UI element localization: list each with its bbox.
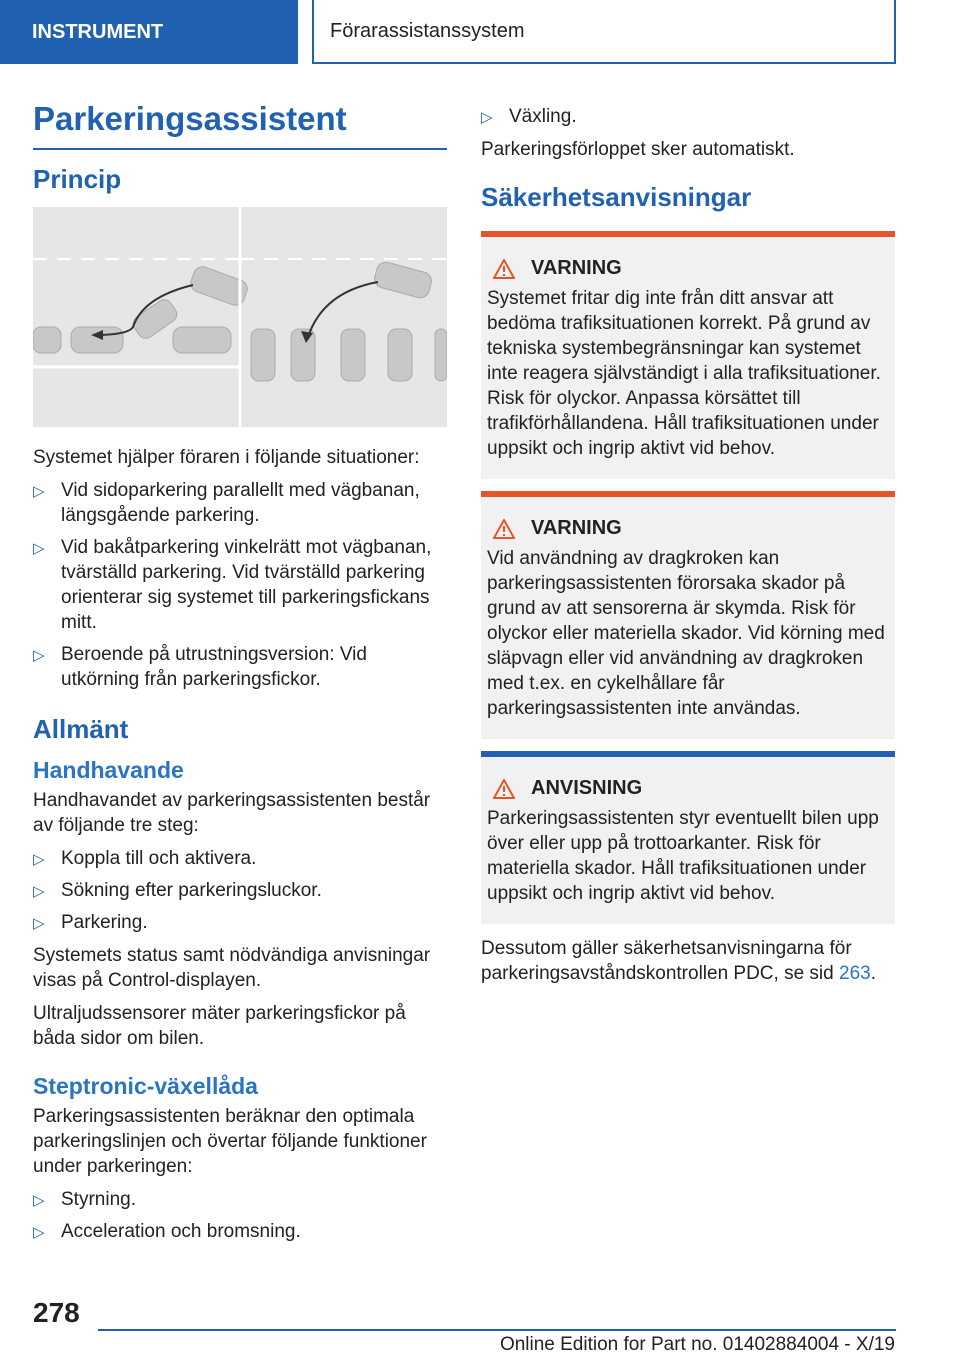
triangle-bullet-icon: ▷ xyxy=(33,483,45,500)
list-item: ▷ Vid sidoparkering parallellt med vägbanan, längsgående parkering. xyxy=(33,480,420,526)
chapter-label: INSTRUMENT xyxy=(32,20,164,43)
parking-illustration xyxy=(33,207,447,427)
list-item: ▷ Styrning. xyxy=(33,1187,447,1212)
list-item: ▷ Acceleration och bromsning. xyxy=(33,1219,447,1244)
functions-list xyxy=(33,1187,447,1244)
notice-header xyxy=(487,257,887,280)
notice-text: Vid användning av dragkroken kan parkeringsassistenten förorsaka skador på grund av att sensorerna är skymda. Risk för olyckor eller materiella skador. Vid körning med släpvagn eller vid användning av dragkroken med t.ex. en cykelhållare får parkeringsassistenten inte användas. xyxy=(487,548,885,719)
operation-text: Handhavandet av parkeringsassistenten består av följande tre steg: xyxy=(33,790,431,836)
triangle-bullet-icon: ▷ xyxy=(33,540,45,557)
warning-notice-2 xyxy=(481,497,895,739)
footer-divider xyxy=(98,1329,896,1331)
list-item: ▷ Vid bakåtparkering vinkelrätt mot vägbanan, tvärställd parkering. Vid tvärställd parkering orienterar sig systemet till parkeringsfickans mitt. xyxy=(33,537,432,633)
notice-label: VARNING xyxy=(531,517,622,539)
chapter-tab[interactable] xyxy=(0,0,298,64)
notice-text: Parkeringsassistenten styr eventuellt bilen upp över eller upp på trottoarkanter. Risk för materiella skador. Håll trafiksituationen under uppsikt och ingrip aktivt vid behov. xyxy=(487,808,879,904)
steps-list xyxy=(33,846,447,935)
operation-heading: Handhavande xyxy=(33,757,184,783)
triangle-bullet-icon: ▷ xyxy=(33,1192,45,1209)
functions-list-cont xyxy=(481,104,895,129)
triangle-bullet-icon: ▷ xyxy=(33,1224,45,1241)
triangle-bullet-icon: ▷ xyxy=(33,851,45,868)
principle-heading: Princip xyxy=(33,164,122,194)
left-column xyxy=(33,100,447,1252)
steptronic-text: Parkeringsassistenten beräknar den optimala parkeringslinjen och övertar följande funktioner under parkeringen: xyxy=(33,1106,427,1177)
section-header xyxy=(312,0,896,64)
sensor-text: Ultraljudssensorer mäter parkeringsfickor på båda sidor om bilen. xyxy=(33,1003,406,1049)
page-reference-link[interactable]: 263 xyxy=(839,963,871,984)
notice-label: VARNING xyxy=(531,257,622,279)
status-text: Systemets status samt nödvändiga anvisningar visas på Control-displayen. xyxy=(33,945,431,991)
list-item: ▷ Beroende på utrustningsversion: Vid utkörning från parkeringsfickor. xyxy=(33,644,367,690)
caution-triangle-icon xyxy=(493,779,515,799)
warning-triangle-icon xyxy=(493,519,515,539)
notice-header xyxy=(487,777,887,800)
parking-diagram-image xyxy=(33,207,447,427)
notice-label: ANVISNING xyxy=(531,777,643,799)
intro-text: Systemet hjälper föraren i följande situationer: xyxy=(33,447,420,468)
steptronic-heading: Steptronic-växellåda xyxy=(33,1073,258,1099)
edition-text: Online Edition for Part no. 01402884004 - X/19 xyxy=(499,1334,895,1355)
triangle-bullet-icon: ▷ xyxy=(33,883,45,900)
section-label: Förarassistanssystem xyxy=(330,19,525,42)
safety-heading: Säkerhetsanvisningar xyxy=(481,182,752,212)
situation-list xyxy=(33,478,447,692)
general-heading: Allmänt xyxy=(33,714,129,744)
warning-notice-1 xyxy=(481,237,895,479)
list-item: ▷ Sökning efter parkeringsluckor. xyxy=(33,878,447,903)
page-title: Parkeringsassistent xyxy=(33,100,447,150)
list-item: ▷ Parkering. xyxy=(33,910,447,935)
page-number: 278 xyxy=(33,1297,80,1328)
closing-text: Dessutom gäller säkerhetsanvisningarna för parkeringsavståndskontrollen PDC, se sid 263. xyxy=(481,938,876,984)
right-column xyxy=(481,104,895,994)
triangle-bullet-icon: ▷ xyxy=(481,109,493,126)
info-notice xyxy=(481,757,895,924)
warning-triangle-icon xyxy=(493,259,515,279)
triangle-bullet-icon: ▷ xyxy=(33,915,45,932)
list-item: ▷ Växling. xyxy=(481,104,895,129)
notice-header xyxy=(487,517,887,540)
list-item: ▷ Koppla till och aktivera. xyxy=(33,846,447,871)
notice-text: Systemet fritar dig inte från ditt ansvar att bedöma trafiksituationen korrekt. På grund av tekniska systembegränsningar kan systemet inte reagera självständigt i alla trafiksituationer. Risk för olyckor. Anpassa körsättet till trafikförhållandena. Håll trafiksituationen under uppsikt och ingrip aktivt vid behov. xyxy=(487,288,881,459)
auto-text: Parkeringsförloppet sker automatiskt. xyxy=(481,139,795,160)
triangle-bullet-icon: ▷ xyxy=(33,647,45,664)
